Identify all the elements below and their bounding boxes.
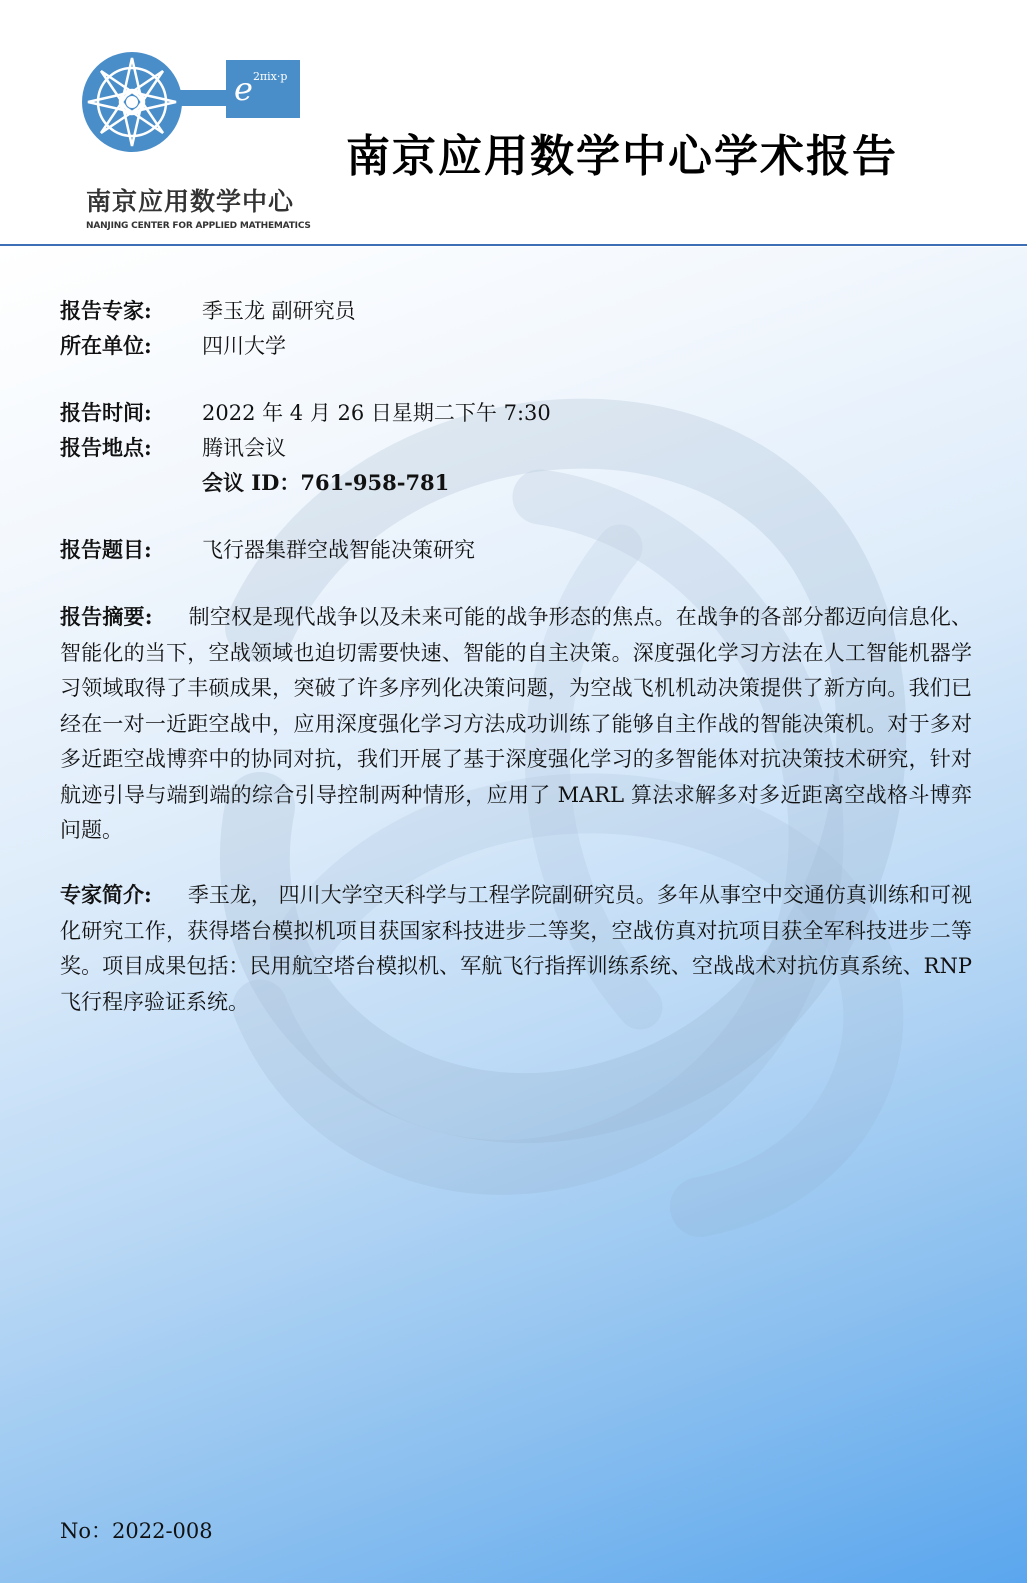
abstract-text: 制空权是现代战争以及未来可能的战争形态的焦点。在战争的各部分都迈向信息化、智能化的当下，空战领域也迫切需要快速、智能的自主决策。深度强化学习方法在人工智能机器学习领域取得了丰硕成果，突破了许多序列化决策问题，为空战飞机机动决策提供了新方向。我们已经在一对一近距空战中，应用深度强化学习方法成功训练了能够自主作战的智能决策机。对于多对多近距空战博弈中的协同对抗，我们开展了基于深度强化学习的多智能体对抗决策技术研究，针对航迹引导与端到端的综合引导控制两种情形，应用了 MARL 算法求解多对多近距离空战格斗博弈问题。 [60,605,972,842]
field-location-label: 报告地点: [60,435,152,460]
abstract-label: 报告摘要: [60,604,153,629]
field-meeting-id-value: 会议 ID：761-958-781 [202,470,450,495]
field-speaker-value: 季玉龙 副研究员 [202,299,356,323]
logo-name-en: NANJING CENTER FOR APPLIED MATHEMATICS [86,221,311,231]
field-affiliation-value: 四川大学 [202,334,286,358]
logo-formula [234,70,287,108]
logo-formula-exponent: 2πix·p [252,70,288,83]
logo-formula-base: e [234,70,253,108]
field-topic-label: 报告题目: [60,537,152,562]
field-time-value: 2022 年 4 月 26 日星期二下午 7:30 [202,401,551,425]
abstract-section [60,599,972,849]
logo-compass-icon [82,52,182,152]
logo-key-shaft [178,90,226,106]
field-affiliation-label: 所在单位: [60,333,152,358]
page-title: 南京应用数学中心学术报告 [346,131,898,182]
field-topic-value: 飞行器集群空战智能决策研究 [202,538,475,562]
report-number: No：2022-008 [60,1519,213,1543]
bio-text: 季玉龙， 四川大学空天科学与工程学院副研究员。多年从事空中交通仿真训练和可视化研究工作，获得塔台模拟机项目获国家科技进步二等奖，空战仿真对抗项目获全军科技进步二等奖。项目成果包括：民用航空塔台模拟机、军航飞行指挥训练系统、空战战术对抗仿真系统、RNP 飞行程序验证系统。 [60,883,972,1014]
header-divider [0,244,1027,246]
bio-label: 专家简介: [60,882,152,907]
logo-name-cn: 南京应用数学中心 [86,187,295,216]
bio-section [60,877,972,1020]
field-time-label: 报告时间: [60,400,152,425]
field-speaker-label: 报告专家: [60,298,152,323]
field-location-value: 腾讯会议 [202,436,286,460]
